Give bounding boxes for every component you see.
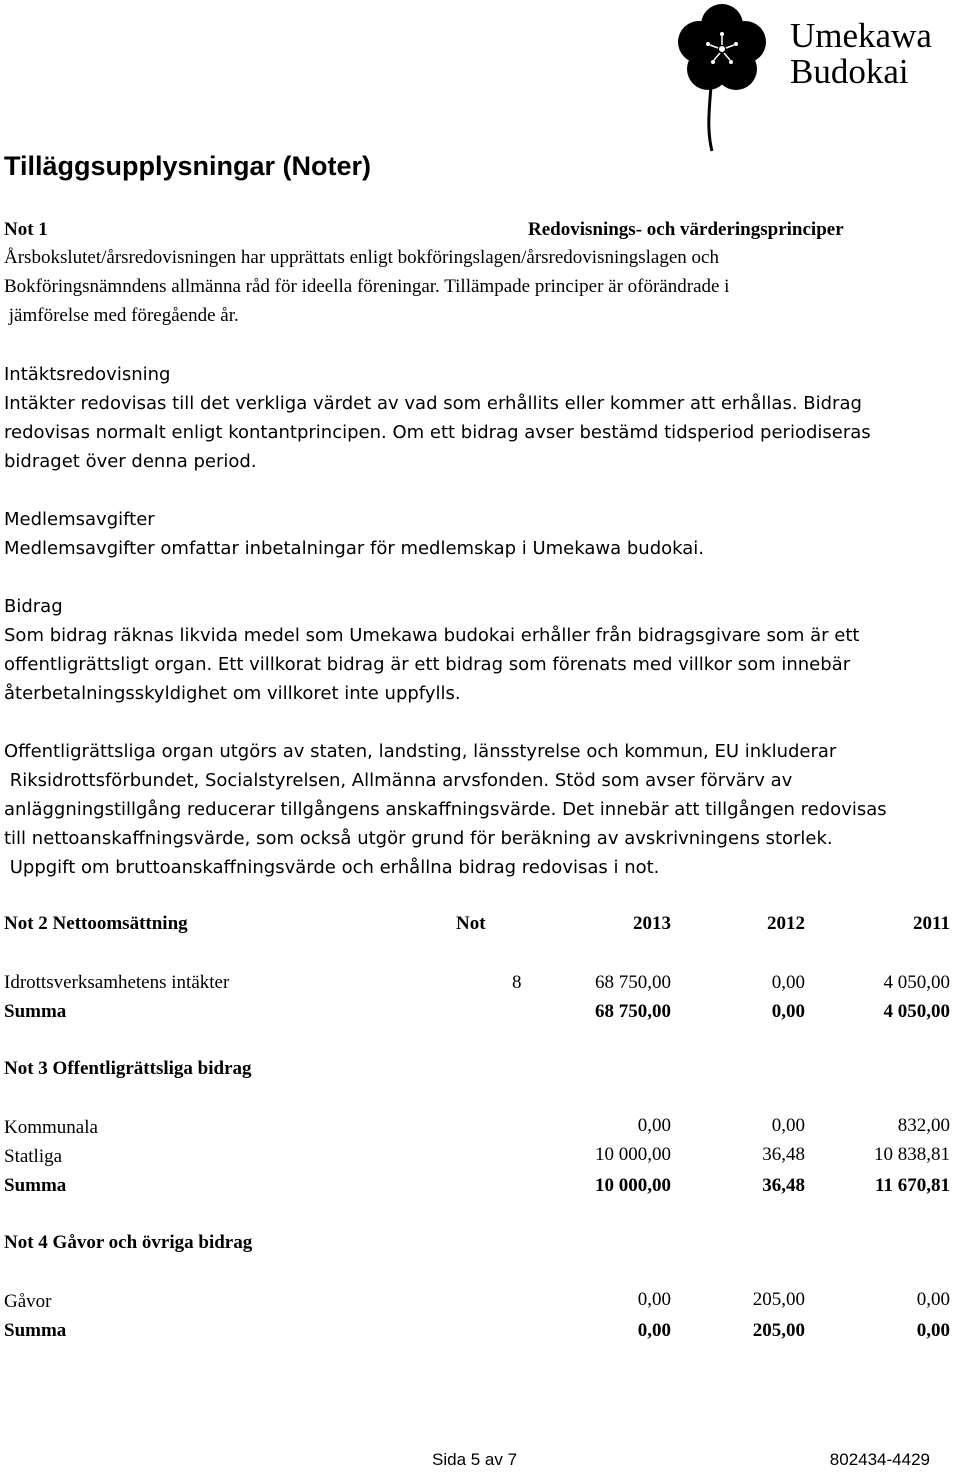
not1-line: jämförelse med föregående år. — [4, 305, 239, 326]
sum-value: 0,00 — [771, 1001, 805, 1022]
medlem-heading: Medlemsavgifter — [4, 509, 155, 530]
row-value: 10 838,81 — [874, 1144, 950, 1165]
row-value: 0,00 — [637, 1115, 671, 1136]
row-label: Gåvor — [4, 1291, 52, 1312]
bidrag-line: Som bidrag räknas likvida medel som Umekawa budokai erhåller från bidragsgivare som är ett — [4, 625, 860, 646]
bidrag-heading: Bidrag — [4, 596, 63, 617]
sum-value: 11 670,81 — [875, 1175, 950, 1196]
row-label: Kommunala — [4, 1117, 98, 1138]
offentlig-line: Uppgift om bruttoanskaffningsvärde och erhållna bidrag redovisas i not. — [4, 857, 660, 878]
year-header: 2013 — [633, 913, 671, 934]
intakt-line: bidraget över denna period. — [4, 451, 257, 472]
sum-label: Summa — [4, 1001, 67, 1022]
logo-text — [790, 18, 932, 90]
row-value: 36,48 — [762, 1144, 805, 1165]
not2-heading: Not 2 Nettoomsättning — [4, 913, 188, 934]
year-header: 2012 — [767, 913, 805, 934]
row-note: 8 — [512, 972, 522, 993]
sum-value: 205,00 — [752, 1320, 805, 1341]
row-value: 10 000,00 — [595, 1144, 671, 1165]
row-value: 0,00 — [916, 1289, 950, 1310]
row-value: 0,00 — [771, 1115, 805, 1136]
logo-line-2: Budokai — [790, 52, 909, 91]
logo-line-1: Umekawa — [790, 16, 932, 55]
intakt-line: redovisas normalt enligt kontantprincipen. Om ett bidrag avser bestämd tidsperiod periodiseras — [4, 422, 871, 443]
not2-not-label: Not — [456, 913, 486, 934]
sum-value: 4 050,00 — [883, 1001, 950, 1022]
bidrag-line: återbetalningsskyldighet om villkoret inte uppfylls. — [4, 683, 461, 704]
page-title: Tilläggsupplysningar (Noter) — [4, 151, 372, 181]
sum-label: Summa — [4, 1320, 67, 1341]
sum-value: 0,00 — [916, 1320, 950, 1341]
sum-value: 68 750,00 — [595, 1001, 671, 1022]
row-value: 205,00 — [752, 1289, 805, 1310]
not1-line: Årsbokslutet/årsredovisningen har upprättats enligt bokföringslagen/årsredovisningslagen och — [4, 247, 719, 268]
year-header: 2011 — [913, 913, 950, 934]
not1-line: Bokföringsnämndens allmänna råd för ideella föreningar. Tillämpade principer är oförändrade i — [4, 276, 730, 297]
page-number: Sida 5 av 7 — [432, 1450, 518, 1469]
offentlig-line: anläggningstillgång reducerar tillgångens anskaffningsvärde. Det innebär att tillgången redovisas — [4, 799, 887, 820]
sum-value: 0,00 — [637, 1320, 671, 1341]
not1-label: Not 1 — [4, 219, 48, 240]
not1-heading: Redovisnings- och värderingsprinciper — [528, 219, 844, 240]
sum-value: 36,48 — [762, 1175, 805, 1196]
sum-label: Summa — [4, 1175, 67, 1196]
bidrag-line: offentligrättsligt organ. Ett villkorat bidrag är ett bidrag som förenats med villkor som innebär — [4, 654, 851, 675]
offentlig-line: till nettoanskaffningsvärde, som också utgör grund för beräkning av avskrivningens storlek. — [4, 828, 833, 849]
row-value: 0,00 — [637, 1289, 671, 1310]
offentlig-line: Riksidrottsförbundet, Socialstyrelsen, Allmänna arvsfonden. Stöd som avser förvärv av — [4, 770, 793, 791]
offentlig-line: Offentligrättsliga organ utgörs av staten, landsting, länsstyrelse och kommun, EU inkluderar — [4, 741, 837, 762]
not4-heading: Not 4 Gåvor och övriga bidrag — [4, 1232, 253, 1253]
intakt-heading: Intäktsredovisning — [4, 364, 171, 385]
intakt-line: Intäkter redovisas till det verkliga värdet av vad som erhållits eller kommer att erhållas. Bidrag — [4, 393, 862, 414]
row-value: 832,00 — [897, 1115, 950, 1136]
sum-value: 10 000,00 — [595, 1175, 671, 1196]
row-value: 68 750,00 — [595, 972, 671, 993]
row-label: Idrottsverksamhetens intäkter — [4, 972, 230, 993]
medlem-line: Medlemsavgifter omfattar inbetalningar för medlemskap i Umekawa budokai. — [4, 538, 705, 559]
row-value: 4 050,00 — [883, 972, 950, 993]
row-label: Statliga — [4, 1146, 63, 1167]
not3-heading: Not 3 Offentligrättsliga bidrag — [4, 1058, 252, 1079]
row-value: 0,00 — [771, 972, 805, 993]
org-number: 802434-4429 — [829, 1450, 930, 1469]
